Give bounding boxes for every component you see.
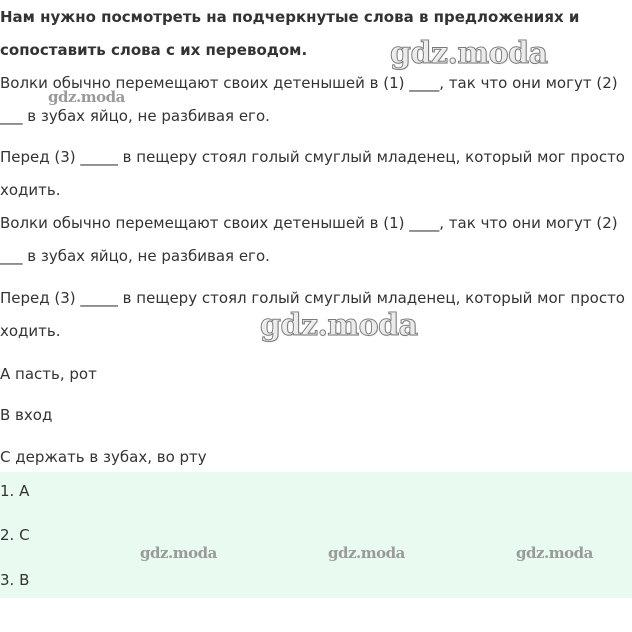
answer-1: 1. А bbox=[0, 482, 30, 500]
paragraph-2-line-2: ходить. bbox=[0, 181, 61, 199]
instruction-line-2: сопоставить слова с их переводом. bbox=[0, 41, 308, 59]
watermark-logo: gdz.moda bbox=[260, 308, 418, 343]
option-a: А пасть, рот bbox=[0, 365, 97, 383]
paragraph-3-line-2: ___ в зубах яйцо, не разбивая его. bbox=[0, 247, 270, 265]
watermark-logo: gdz.moda bbox=[140, 544, 217, 562]
watermark-logo: gdz.moda bbox=[390, 36, 548, 71]
answer-2: 2. С bbox=[0, 526, 30, 544]
answer-3: 3. В bbox=[0, 571, 30, 589]
option-b: В вход bbox=[0, 406, 53, 424]
option-c: С держать в зубах, во рту bbox=[0, 448, 207, 466]
paragraph-3-line-1: Волки обычно перемещают своих детенышей в (1) ____, так что они могут (2) bbox=[0, 214, 618, 232]
paragraph-2-line-1: Перед (3) _____ в пещеру стоял голый смуглый младенец, который мог просто bbox=[0, 148, 625, 166]
watermark-logo: gdz.moda bbox=[516, 544, 593, 562]
watermark-logo: gdz.moda bbox=[328, 544, 405, 562]
instruction-line-1: Нам нужно посмотреть на подчеркнутые слова в предложениях и bbox=[0, 8, 580, 26]
paragraph-4-line-2: ходить. bbox=[0, 322, 61, 340]
watermark-logo: gdz.moda bbox=[48, 88, 125, 106]
paragraph-1-line-2: ___ в зубах яйцо, не разбивая его. bbox=[0, 107, 270, 125]
paragraph-4-line-1: Перед (3) _____ в пещеру стоял голый смуглый младенец, который мог просто bbox=[0, 289, 625, 307]
paragraph-1-line-1: Волки обычно перемещают своих детенышей в (1) ____, так что они могут (2) bbox=[0, 74, 618, 92]
answer-box bbox=[0, 472, 632, 598]
